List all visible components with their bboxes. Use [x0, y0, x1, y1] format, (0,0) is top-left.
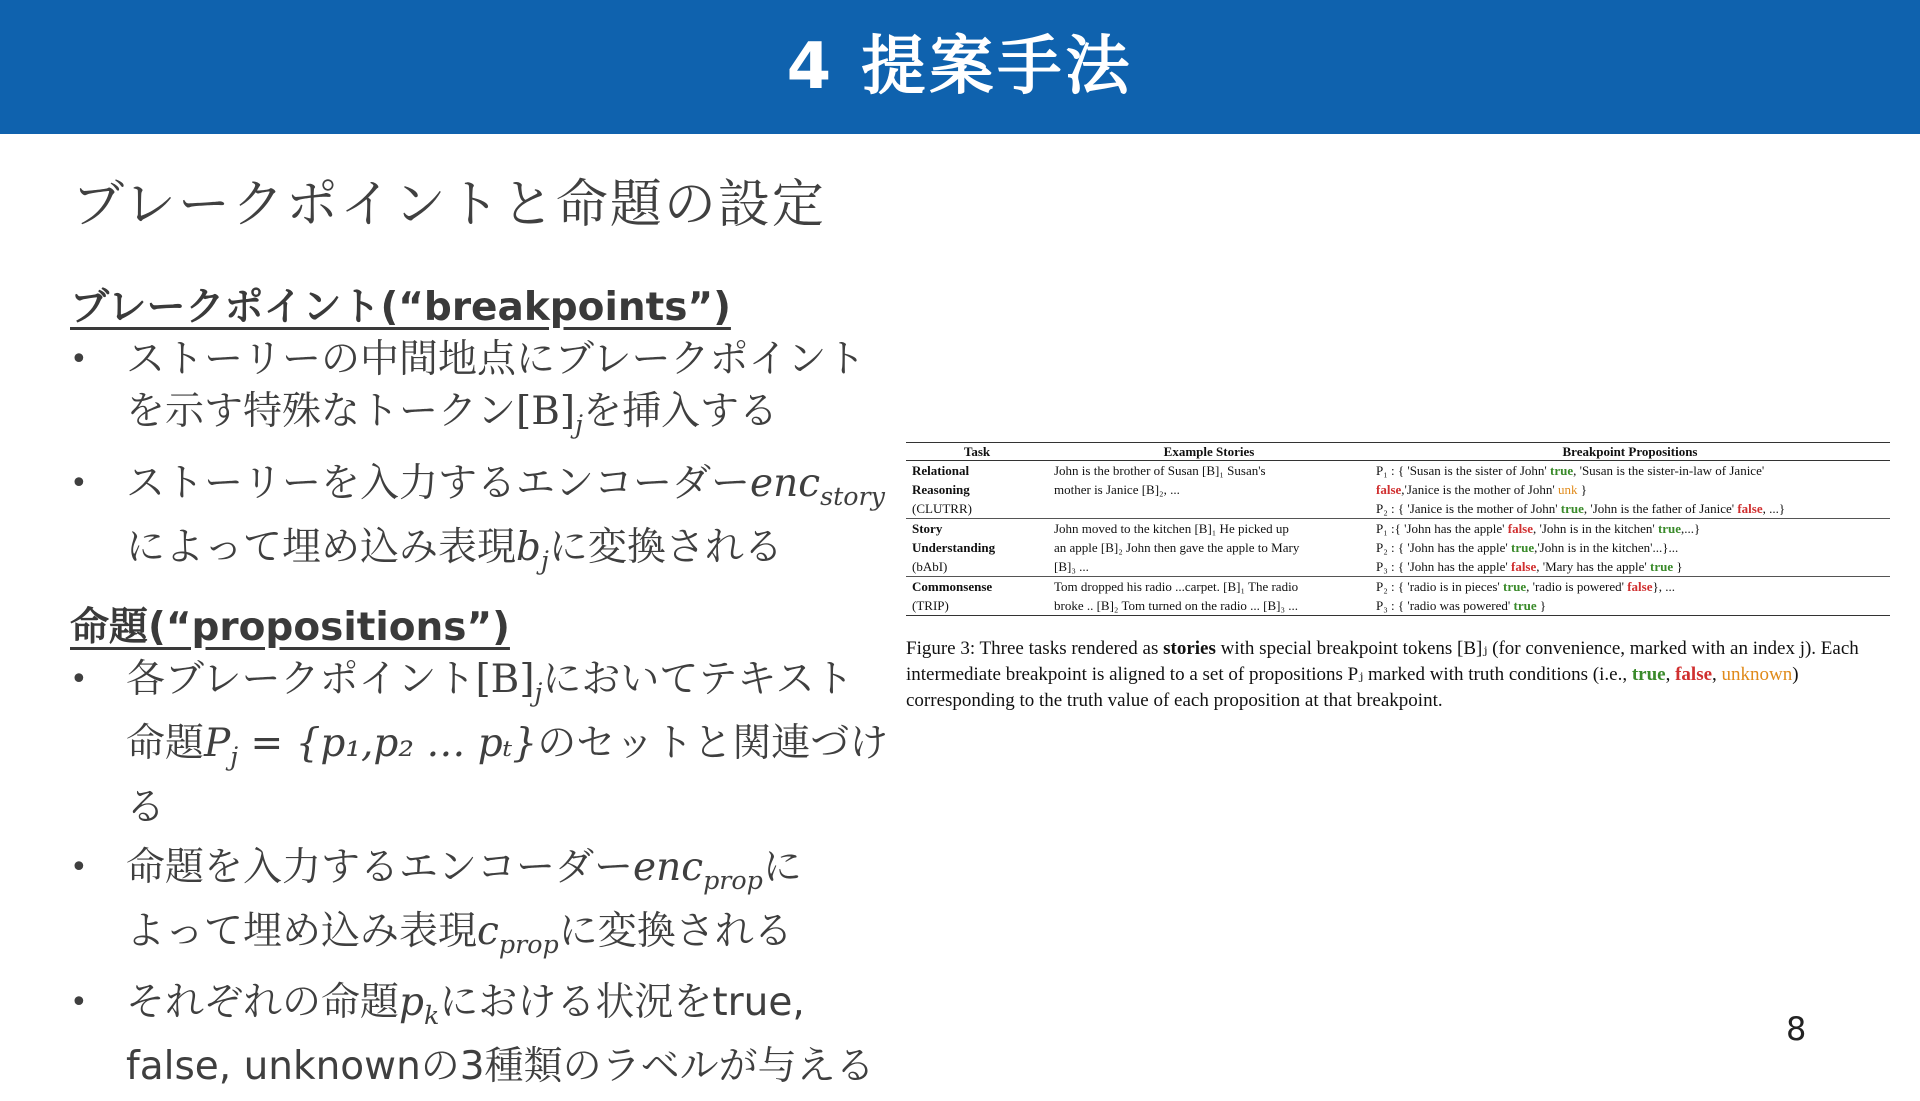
table-row	[906, 480, 1890, 499]
table-row	[906, 538, 1890, 557]
embedding-b-symbol: $b_j$	[516, 524, 549, 575]
propositions-heading: 命題(“propositions”)	[70, 605, 510, 650]
task-cell: (bAbI)	[906, 557, 1048, 577]
story-cell: John is the brother of Susan [B]₁ Susan's	[1054, 463, 1266, 478]
list-item: • それぞれの命題$p_k$における状況をtrue, false, unknownの3種類のラベルが与える	[70, 977, 910, 1093]
story-cell: broke .. [B]₂ Tom turned on the radio ... [B]₃ ...	[1048, 596, 1370, 616]
task-cell: Relational	[912, 463, 970, 478]
table-header: Task	[906, 443, 1048, 461]
table-row	[906, 577, 1890, 597]
table-row	[906, 461, 1890, 481]
breakpoint-table	[906, 442, 1890, 616]
encoder-story-symbol: enc$_{story}$	[750, 460, 885, 511]
table-row	[906, 499, 1890, 519]
propositions-cell: P₃ : { 'radio was powered' true }	[1370, 596, 1890, 616]
propositions-cell: P₂ : { 'Janice is the mother of John' true, 'John is the father of Janice' false, ...}	[1370, 499, 1890, 519]
breakpoints-list	[70, 334, 910, 594]
embedding-c-symbol: $c_{prop}$	[477, 908, 559, 959]
encoder-prop-symbol: enc$_{prop}$	[633, 844, 763, 895]
proposition-set-formula: $P_j = \{p_1,p_2$ … pₜ}	[204, 720, 538, 771]
table-row	[906, 519, 1890, 539]
breakpoint-token: $[B]_j$	[516, 389, 583, 439]
story-cell	[1048, 499, 1370, 519]
table-header: Example Stories	[1048, 443, 1370, 461]
bullet-icon: •	[70, 985, 88, 1021]
propositions-cell: false,'Janice is the mother of John' unk }	[1376, 482, 1587, 497]
propositions-list	[70, 654, 910, 1101]
task-cell: Understanding	[912, 540, 996, 555]
table-header: Breakpoint Propositions	[1370, 443, 1890, 461]
propositions-cell: P₁ :{ 'John has the apple' false, 'John is in the kitchen' true,...}	[1376, 521, 1701, 536]
slide-subtitle: ブレークポイントと命題の設定	[72, 175, 826, 235]
propositions-cell: P₁ : { 'Susan is the sister of John' true, 'Susan is the sister-in-law of Janice'	[1376, 463, 1765, 478]
page-number: 8	[1786, 1010, 1807, 1048]
bullet-icon: •	[70, 849, 88, 885]
propositions-cell: P₂ : { 'radio is in pieces' true, 'radio is powered' false}, ...	[1376, 579, 1675, 594]
slide-title: 4 提案手法	[786, 30, 1134, 104]
task-cell: Reasoning	[912, 482, 970, 497]
bullet-icon: •	[70, 662, 88, 697]
story-cell: [B]₃ ...	[1048, 557, 1370, 577]
propositions-cell: P₂ : { 'John has the apple' true,'John is in the kitchen'...}...	[1376, 540, 1679, 555]
task-cell: Commonsense	[912, 579, 993, 594]
breakpoints-heading: ブレークポイント(“breakpoints”)	[70, 285, 731, 330]
story-cell: Tom dropped his radio ...carpet. [B]₁ The radio	[1054, 579, 1299, 594]
list-item: • ストーリーを入力するエンコーダーenc$_{story}$ によって埋め込み表現$b_j$に変換される	[70, 458, 910, 586]
list-item: • 各ブレークポイント$[B]_j$においてテキスト 命題$P_j = \{p_1,p_2$ … pₜ}のセットと関連づける	[70, 654, 910, 834]
task-cell: (CLUTRR)	[906, 499, 1048, 519]
story-cell: an apple [B]₂ John then gave the apple to Mary	[1054, 540, 1300, 555]
table-row	[906, 557, 1890, 577]
table-body	[906, 461, 1890, 616]
bullet-icon: •	[70, 342, 88, 377]
story-cell: mother is Janice [B]₂, ...	[1054, 482, 1180, 497]
list-item: • ストーリーの中間地点にブレークポイント を示す特殊なトークン$[B]_j$を挿入する	[70, 334, 910, 450]
story-cell: John moved to the kitchen [B]₁ He picked up	[1054, 521, 1289, 536]
task-cell: Story	[912, 521, 943, 536]
bullet-icon: •	[70, 465, 88, 501]
breakpoint-token: $[B]_j$	[475, 657, 543, 707]
proposition-pk-symbol: $p_k$	[399, 980, 440, 1031]
task-cell: (TRIP)	[906, 596, 1048, 616]
figure-caption: Figure 3: Three tasks rendered as stories with special breakpoint tokens [B]ⱼ (for convenience, marked with an index j). Each intermediate breakpoint is aligned to a set of propositions Pⱼ marked with truth conditions (i.e., true, false, unknown) corresponding to the truth value of each proposition at that breakpoint.	[906, 638, 1859, 711]
propositions-cell: P₃ : { 'John has the apple' false, 'Mary has the apple' true }	[1370, 557, 1890, 577]
list-item: • 命題を入力するエンコーダーenc$_{prop}$に よって埋め込み表現$c_{prop}$に変換される	[70, 842, 910, 970]
table-row	[906, 596, 1890, 616]
figure-3	[906, 442, 1890, 714]
